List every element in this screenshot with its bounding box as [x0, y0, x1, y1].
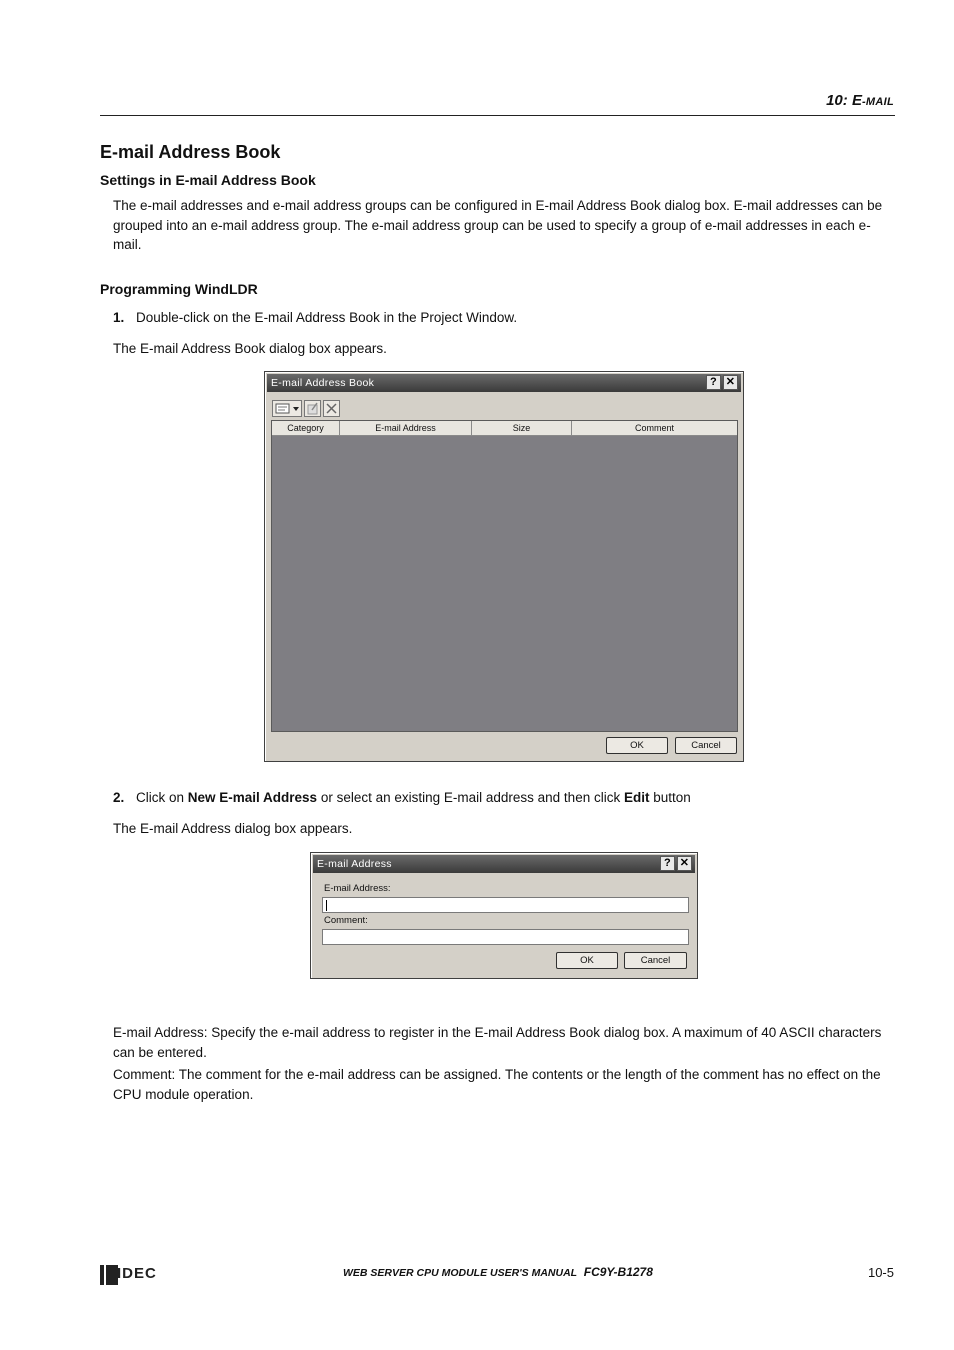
idec-logo — [100, 1263, 170, 1285]
column-header-comment[interactable]: Comment — [634, 423, 674, 433]
step-1-text: Double-click on the E-mail Address Book in the Project Window. — [136, 310, 518, 325]
list-header — [272, 421, 737, 436]
page-number: 10-5 — [867, 1265, 894, 1280]
step-1 — [113, 310, 517, 325]
email-address-field[interactable] — [322, 897, 689, 913]
email-address-label: E-mail Address: — [324, 883, 391, 894]
delete-button[interactable] — [323, 400, 340, 417]
chapter-rest: -MAIL — [861, 96, 894, 108]
list-body[interactable] — [272, 436, 737, 732]
edit-icon — [305, 401, 320, 416]
step-2 — [113, 790, 691, 805]
header-rule — [100, 115, 895, 116]
delete-icon — [324, 401, 339, 416]
step-2-new-email-address: New E-mail Address — [187, 790, 318, 805]
ok-button[interactable]: OK — [606, 737, 668, 754]
section-title: E-mail Address Book — [100, 142, 281, 162]
step-1-number: 1. — [113, 310, 125, 325]
column-header-size[interactable]: Size — [472, 421, 572, 436]
column-header-category[interactable]: Category — [272, 421, 340, 436]
settings-paragraph: The e-mail addresses and e-mail address groups can be configured in E-mail Address Book dialog box. E-mail addresses can be grouped into an e-mail address group. The e-mail address group can be used to specify a group of e-mail addresses in each e-mail. — [113, 198, 883, 252]
email-address-dialog — [310, 852, 698, 979]
close-button[interactable]: ✕ — [677, 856, 692, 871]
subsection-title-programming: Programming WindLDR — [100, 281, 258, 297]
footer-manual-title: WEB SERVER CPU MODULE USER'S MANUAL — [343, 1267, 578, 1279]
footer-manual-code: FC9Y-B1278 — [583, 1265, 653, 1279]
text-caret — [326, 900, 327, 911]
column-header-email-address[interactable]: E-mail Address — [340, 421, 472, 436]
comment-label: Comment: — [324, 915, 368, 926]
step-2-edit: Edit — [623, 790, 650, 805]
cancel-button[interactable]: Cancel — [675, 737, 737, 754]
close-button[interactable]: ✕ — [723, 375, 738, 390]
edit-button[interactable] — [304, 400, 321, 417]
address-note: E-mail Address: Specify the e-mail address to register in the E-mail Address Book dialog box. A maximum of 40 ASCII characters can be entered. — [113, 1025, 882, 1060]
step-2-text-e: button — [649, 790, 691, 805]
ok-button[interactable]: OK — [556, 952, 618, 969]
address-list[interactable] — [271, 420, 738, 732]
idec-logo-text: IDEC — [117, 1265, 157, 1282]
step-2-text-a: Click on — [136, 790, 188, 805]
step-2-text-c: or select an existing E-mail address and then click — [317, 790, 624, 805]
subsection-title-settings: Settings in E-mail Address Book — [100, 172, 316, 188]
dialog-titlebar — [267, 374, 741, 392]
chapter-header — [826, 92, 894, 109]
help-button[interactable]: ? — [660, 856, 675, 871]
dialog-titlebar — [313, 855, 695, 873]
step-1-result: The E-mail Address Book dialog box appears. — [113, 341, 387, 356]
cancel-button[interactable]: Cancel — [624, 952, 687, 969]
comment-note: Comment: The comment for the e-mail address can be assigned. The contents or the length of the comment has no effect on the CPU module operation. — [113, 1067, 881, 1102]
address-card-icon — [273, 401, 301, 416]
step-2-result: The E-mail Address dialog box appears. — [113, 821, 353, 836]
comment-field[interactable] — [322, 929, 689, 945]
new-address-dropdown-button[interactable] — [272, 400, 302, 417]
step-2-number: 2. — [113, 790, 125, 805]
help-button[interactable]: ? — [706, 375, 721, 390]
dialog-title: E-mail Address Book — [271, 377, 375, 389]
footer-manual — [343, 1265, 653, 1279]
chapter-prefix: 10: E — [826, 92, 862, 109]
email-address-book-dialog — [264, 371, 744, 762]
dialog-title: E-mail Address — [317, 858, 392, 870]
